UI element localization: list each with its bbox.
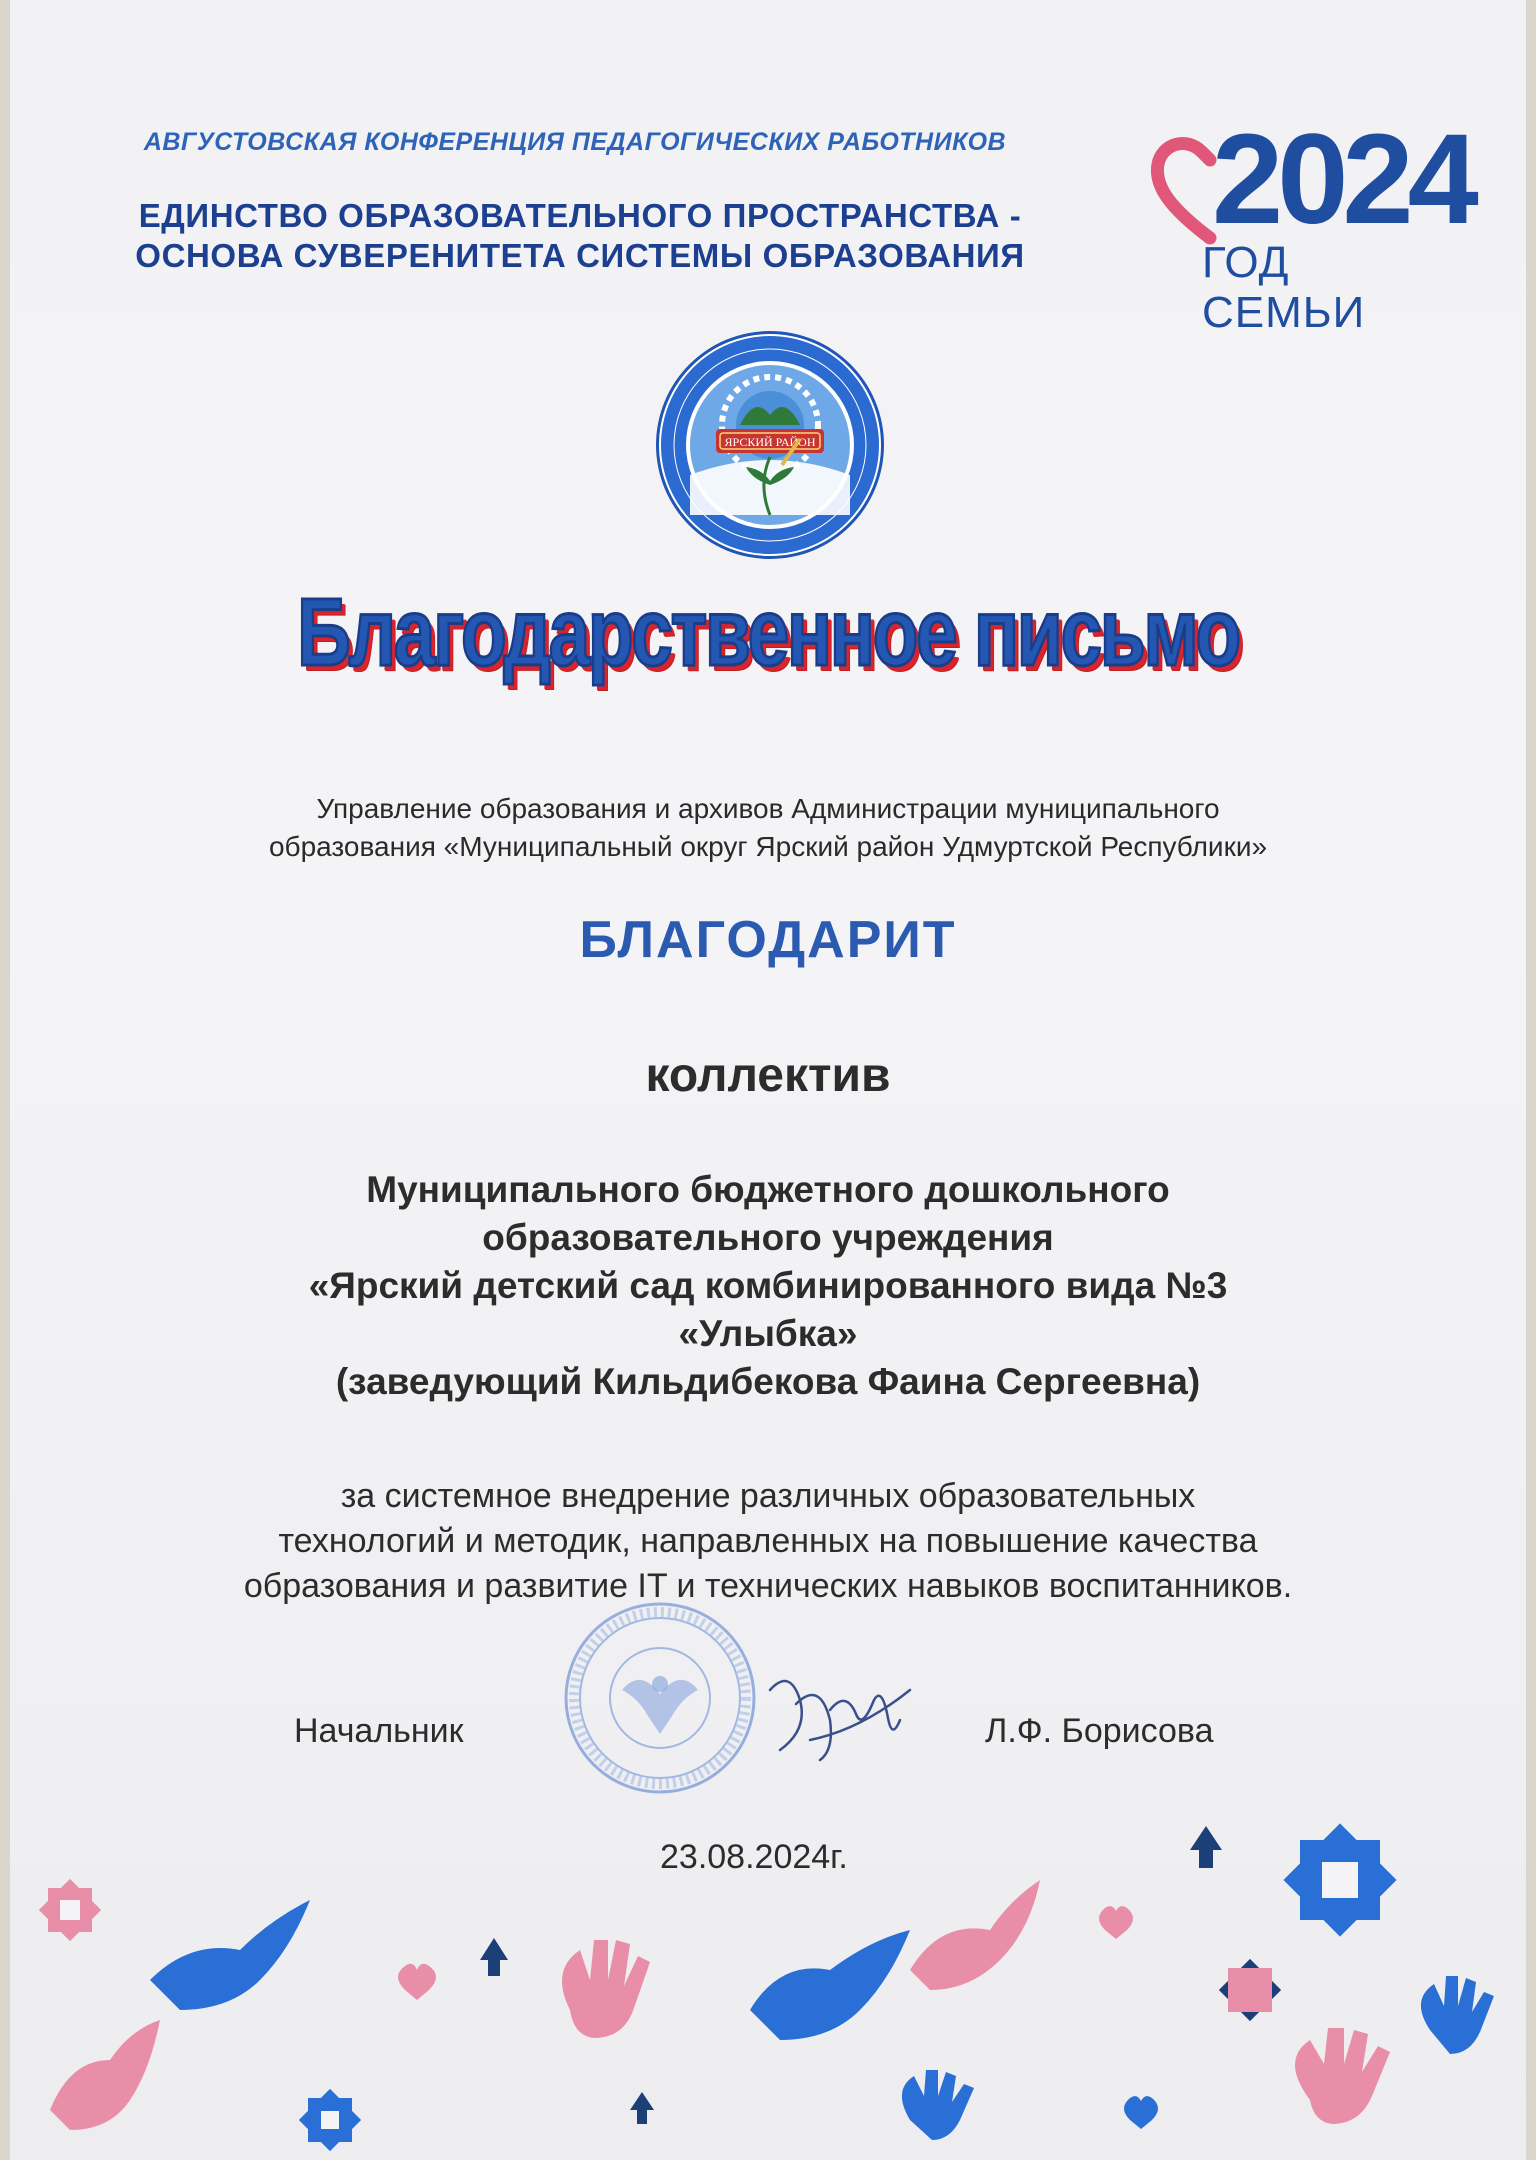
gratitude-reason bbox=[160, 1474, 1376, 1609]
official-stamp bbox=[560, 1598, 760, 1798]
issue-date: 23.08.2024г. bbox=[660, 1838, 848, 1876]
udmurt-star-icon bbox=[1219, 1959, 1281, 2021]
year-subtitle: ГОД СЕМЬИ bbox=[1202, 238, 1366, 337]
reason-line-3: образования и развитие IT и технических навыков воспитанников. bbox=[243, 1567, 1293, 1605]
handwritten-signature bbox=[750, 1660, 930, 1780]
leaf-icon bbox=[1190, 1826, 1222, 1868]
heart-icon bbox=[1124, 2096, 1158, 2129]
institution-name bbox=[90, 1166, 1446, 1406]
dove-icon bbox=[750, 1930, 910, 2040]
institution-line-2: образовательного учреждения bbox=[482, 1217, 1054, 1258]
reason-line-1: за системное внедрение различных образовательных bbox=[340, 1477, 1196, 1515]
conference-title: АВГУСТОВСКАЯ КОНФЕРЕНЦИЯ ПЕДАГОГИЧЕСКИХ РАБОТНИКОВ bbox=[143, 128, 1007, 156]
dove-icon bbox=[910, 1880, 1040, 1990]
leaf-icon bbox=[480, 1938, 508, 1976]
conference-theme bbox=[100, 196, 1060, 276]
recipient-label: коллектив bbox=[645, 1049, 891, 1102]
reason-line-2: технологий и методик, направленных на повышение качества bbox=[278, 1522, 1258, 1560]
issuing-organization bbox=[130, 790, 1406, 866]
district-emblem bbox=[650, 325, 890, 565]
institution-line-3: «Ярский детский сад комбинированного вида №3 bbox=[308, 1265, 1228, 1306]
signer-role: Начальник bbox=[294, 1712, 464, 1750]
udmurt-star-icon bbox=[39, 1879, 101, 1941]
theme-line-1: ЕДИНСТВО ОБРАЗОВАТЕЛЬНОГО ПРОСТРАНСТВА - bbox=[138, 197, 1022, 234]
udmurt-star-icon bbox=[299, 2089, 361, 2151]
hand-icon bbox=[1421, 1976, 1494, 2054]
hand-icon bbox=[902, 2070, 974, 2140]
organization-line-2: образования «Муниципальный округ Ярский район Удмуртской Республики» bbox=[268, 831, 1268, 862]
year-number: 2024 bbox=[1212, 108, 1473, 251]
certificate-title: Благодарственное письмо bbox=[297, 579, 1239, 686]
thanks-heading: БЛАГОДАРИТ bbox=[579, 911, 957, 969]
organization-line-1: Управление образования и архивов Администрации муниципального bbox=[316, 793, 1220, 824]
certificate-page bbox=[10, 0, 1526, 2160]
udmurt-star-icon bbox=[1283, 1823, 1396, 1936]
year-of-family-badge bbox=[1150, 108, 1473, 337]
signer-name: Л.Ф. Борисова bbox=[985, 1712, 1214, 1750]
dove-icon bbox=[50, 2020, 160, 2130]
theme-line-2: ОСНОВА СУВЕРЕНИТЕТА СИСТЕМЫ ОБРАЗОВАНИЯ bbox=[135, 237, 1025, 274]
institution-line-1: Муниципального бюджетного дошкольного bbox=[366, 1169, 1170, 1210]
institution-line-4: «Улыбка» bbox=[678, 1313, 858, 1354]
hand-icon bbox=[562, 1940, 650, 2038]
decorative-border bbox=[10, 1820, 1526, 2160]
heart-icon bbox=[1099, 1906, 1133, 1939]
institution-line-5: (заведующий Кильдибекова Фаина Сергеевна) bbox=[335, 1361, 1201, 1402]
hand-icon bbox=[1295, 2028, 1390, 2124]
emblem-banner-text: ЯРСКИЙ РАЙОН bbox=[724, 435, 816, 449]
dove-icon bbox=[150, 1900, 310, 2010]
leaf-icon bbox=[630, 2092, 654, 2124]
heart-icon bbox=[398, 1964, 436, 2000]
